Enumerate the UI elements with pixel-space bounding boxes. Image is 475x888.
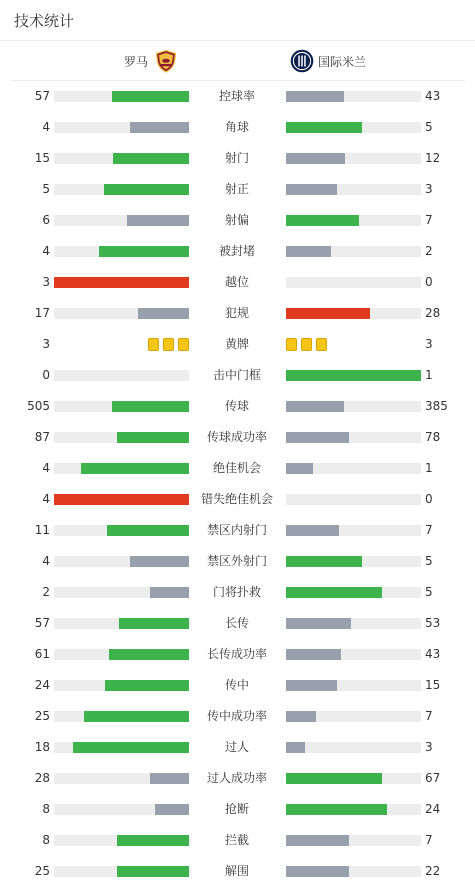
stat-row <box>0 236 475 267</box>
away-value: 7 <box>425 709 433 723</box>
stat-row <box>0 81 475 112</box>
stat-label: 越位 <box>224 275 249 289</box>
home-bar-fill <box>112 91 189 102</box>
stat-row <box>0 608 475 639</box>
away-team[interactable] <box>290 49 366 73</box>
stat-label: 解围 <box>224 864 249 878</box>
home-bar-fill <box>54 277 189 288</box>
away-value: 1 <box>425 461 433 475</box>
away-bar-fill <box>286 773 382 784</box>
home-bar-fill <box>138 308 189 319</box>
stat-label: 传中 <box>224 678 249 692</box>
stat-row <box>0 205 475 236</box>
away-bar-track <box>286 91 421 102</box>
home-bar-track <box>54 587 189 598</box>
stat-label: 击中门框 <box>212 368 261 382</box>
yellow-card-icon <box>301 338 312 351</box>
away-bar-fill <box>286 215 359 226</box>
away-value: 24 <box>425 802 441 816</box>
home-bar-fill <box>54 494 189 505</box>
home-bar-track <box>54 153 189 164</box>
home-bar-track <box>54 246 189 257</box>
stat-label: 控球率 <box>218 89 255 103</box>
away-value: 53 <box>425 616 441 630</box>
away-value: 43 <box>425 89 441 103</box>
away-value: 5 <box>425 554 433 568</box>
home-value: 4 <box>42 492 50 506</box>
home-value: 0 <box>42 368 50 382</box>
home-yellow-cards <box>148 338 189 351</box>
home-bar-fill <box>127 215 189 226</box>
away-value: 5 <box>425 585 433 599</box>
home-value: 2 <box>42 585 50 599</box>
home-bar-track <box>54 649 189 660</box>
home-bar-track <box>54 618 189 629</box>
away-bar-fill <box>286 246 331 257</box>
home-value: 8 <box>42 833 50 847</box>
home-value: 3 <box>42 275 50 289</box>
home-bar-fill <box>130 122 189 133</box>
away-bar-track <box>286 370 421 381</box>
yellow-card-icon <box>178 338 189 351</box>
home-bar-track <box>54 773 189 784</box>
home-value: 25 <box>34 709 50 723</box>
home-team[interactable] <box>124 49 178 73</box>
yellow-card-icon <box>163 338 174 351</box>
home-bar-track <box>54 122 189 133</box>
away-team-name: 国际米兰 <box>318 54 367 69</box>
stat-label: 绝佳机会 <box>212 461 261 475</box>
home-bar-track <box>54 711 189 722</box>
away-value: 385 <box>425 399 448 413</box>
away-bar-fill <box>286 587 382 598</box>
home-value: 24 <box>34 678 50 692</box>
stat-label: 过人 <box>224 740 249 754</box>
away-value: 7 <box>425 523 433 537</box>
stat-label: 过人成功率 <box>206 771 267 785</box>
home-value: 61 <box>34 647 50 661</box>
stat-row <box>0 546 475 577</box>
away-bar-fill <box>286 184 337 195</box>
stat-label: 被封堵 <box>218 244 255 258</box>
home-value: 15 <box>34 151 50 165</box>
home-bar-track <box>54 370 189 381</box>
home-team-name: 罗马 <box>123 54 148 69</box>
stat-label: 传球成功率 <box>206 430 267 444</box>
home-bar-track <box>54 215 189 226</box>
away-bar-track <box>286 525 421 536</box>
home-bar-track <box>54 277 189 288</box>
home-bar-fill <box>109 649 189 660</box>
away-bar-fill <box>286 835 349 846</box>
away-bar-track <box>286 556 421 567</box>
stats-header <box>0 0 475 41</box>
away-bar-fill <box>286 649 341 660</box>
away-value: 67 <box>425 771 441 785</box>
home-bar-track <box>54 184 189 195</box>
stat-row <box>0 422 475 453</box>
away-bar-fill <box>286 122 362 133</box>
inter-milan-crest-icon <box>290 49 314 73</box>
away-bar-track <box>286 153 421 164</box>
away-bar-fill <box>286 680 337 691</box>
home-bar-fill <box>73 742 189 753</box>
stat-label: 门将扑救 <box>212 585 261 599</box>
away-bar-fill <box>286 618 351 629</box>
home-bar-fill <box>117 432 189 443</box>
away-bar-track <box>286 432 421 443</box>
stat-row <box>0 794 475 825</box>
away-value: 3 <box>425 337 433 351</box>
home-value: 28 <box>34 771 50 785</box>
away-bar-track <box>286 773 421 784</box>
away-bar-fill <box>286 711 316 722</box>
stat-row <box>0 143 475 174</box>
stat-row <box>0 112 475 143</box>
stat-label: 拦截 <box>224 833 249 847</box>
home-bar-track <box>54 866 189 877</box>
stat-row <box>0 360 475 391</box>
stat-row <box>0 763 475 794</box>
home-value: 8 <box>42 802 50 816</box>
home-bar-fill <box>130 556 189 567</box>
stat-row <box>0 701 475 732</box>
home-value: 57 <box>34 89 50 103</box>
away-value: 0 <box>425 275 433 289</box>
home-bar-fill <box>117 866 189 877</box>
home-bar-track <box>54 742 189 753</box>
home-bar-fill <box>113 153 189 164</box>
stat-row <box>0 670 475 701</box>
away-value: 0 <box>425 492 433 506</box>
stat-label: 长传 <box>224 616 249 630</box>
home-value: 5 <box>42 182 50 196</box>
away-value: 7 <box>425 213 433 227</box>
away-value: 15 <box>425 678 441 692</box>
home-value: 11 <box>34 523 50 537</box>
stat-label: 射偏 <box>224 213 249 227</box>
home-bar-fill <box>99 246 189 257</box>
away-bar-track <box>286 215 421 226</box>
stats-list <box>0 81 475 887</box>
yellow-card-icon <box>286 338 297 351</box>
away-bar-track <box>286 246 421 257</box>
away-bar-fill <box>286 308 370 319</box>
yellow-card-icon <box>316 338 327 351</box>
stat-row <box>0 732 475 763</box>
away-bar-fill <box>286 401 344 412</box>
away-bar-track <box>286 804 421 815</box>
home-value: 6 <box>42 213 50 227</box>
away-bar-fill <box>286 742 305 753</box>
away-value: 3 <box>425 740 433 754</box>
stat-row <box>0 856 475 887</box>
teams-bar <box>10 41 465 81</box>
home-bar-fill <box>81 463 189 474</box>
away-bar-track <box>286 649 421 660</box>
home-value: 17 <box>34 306 50 320</box>
stat-row <box>0 298 475 329</box>
home-value: 4 <box>42 120 50 134</box>
away-bar-track <box>286 463 421 474</box>
home-bar-track <box>54 680 189 691</box>
stat-label: 角球 <box>224 120 249 134</box>
away-value: 7 <box>425 833 433 847</box>
away-value: 2 <box>425 244 433 258</box>
home-bar-track <box>54 432 189 443</box>
stat-row <box>0 267 475 298</box>
away-bar-track <box>286 866 421 877</box>
home-value: 18 <box>34 740 50 754</box>
home-bar-fill <box>150 587 189 598</box>
away-bar-fill <box>286 463 313 474</box>
away-bar-track <box>286 835 421 846</box>
away-value: 3 <box>425 182 433 196</box>
stat-label: 禁区内射门 <box>206 523 267 537</box>
stat-label: 传球 <box>224 399 249 413</box>
home-bar-fill <box>150 773 189 784</box>
stat-row <box>0 515 475 546</box>
stat-label: 错失绝佳机会 <box>200 492 273 506</box>
home-value: 505 <box>27 399 50 413</box>
away-value: 43 <box>425 647 441 661</box>
home-bar-fill <box>104 184 189 195</box>
stat-label: 黄牌 <box>224 337 249 351</box>
away-value: 78 <box>425 430 441 444</box>
home-bar-track <box>54 463 189 474</box>
stat-row <box>0 484 475 515</box>
stat-label: 犯规 <box>224 306 249 320</box>
away-bar-track <box>286 122 421 133</box>
home-value: 57 <box>34 616 50 630</box>
away-bar-track <box>286 401 421 412</box>
home-bar-track <box>54 91 189 102</box>
away-bar-track <box>286 587 421 598</box>
home-value: 4 <box>42 461 50 475</box>
stat-label: 传中成功率 <box>206 709 267 723</box>
stat-row <box>0 174 475 205</box>
home-bar-fill <box>119 618 189 629</box>
stat-row <box>0 639 475 670</box>
stat-label: 禁区外射门 <box>206 554 267 568</box>
away-value: 28 <box>425 306 441 320</box>
stat-row <box>0 453 475 484</box>
home-bar-track <box>54 804 189 815</box>
away-value: 22 <box>425 864 441 878</box>
stat-label: 抢断 <box>224 802 249 816</box>
away-bar-fill <box>286 370 421 381</box>
home-bar-fill <box>155 804 189 815</box>
yellow-card-icon <box>148 338 159 351</box>
page-title: 技术统计 <box>14 12 75 30</box>
away-bar-track <box>286 711 421 722</box>
stat-row <box>0 329 475 360</box>
home-bar-fill <box>117 835 189 846</box>
home-bar-track <box>54 835 189 846</box>
stat-row <box>0 391 475 422</box>
as-roma-crest-icon <box>154 49 178 73</box>
stat-label: 长传成功率 <box>206 647 267 661</box>
home-bar-fill <box>107 525 189 536</box>
away-bar-fill <box>286 153 345 164</box>
home-bar-track <box>54 494 189 505</box>
away-bar-fill <box>286 525 339 536</box>
stat-row <box>0 577 475 608</box>
home-bar-track <box>54 401 189 412</box>
away-bar-track <box>286 618 421 629</box>
away-bar-track <box>286 742 421 753</box>
home-value: 3 <box>42 337 50 351</box>
stat-label: 射门 <box>224 151 249 165</box>
home-value: 4 <box>42 554 50 568</box>
away-bar-fill <box>286 91 344 102</box>
home-bar-fill <box>84 711 189 722</box>
home-bar-track <box>54 556 189 567</box>
away-bar-track <box>286 184 421 195</box>
away-bar-track <box>286 494 421 505</box>
away-bar-fill <box>286 556 362 567</box>
away-bar-track <box>286 277 421 288</box>
away-value: 1 <box>425 368 433 382</box>
away-bar-track <box>286 680 421 691</box>
home-bar-track <box>54 525 189 536</box>
home-value: 87 <box>34 430 50 444</box>
stat-label: 射正 <box>224 182 249 196</box>
home-value: 4 <box>42 244 50 258</box>
home-bar-track <box>54 308 189 319</box>
away-value: 12 <box>425 151 441 165</box>
away-bar-fill <box>286 804 387 815</box>
away-bar-fill <box>286 432 349 443</box>
away-bar-track <box>286 308 421 319</box>
away-bar-fill <box>286 866 349 877</box>
home-bar-fill <box>105 680 189 691</box>
home-bar-fill <box>112 401 189 412</box>
away-value: 5 <box>425 120 433 134</box>
stat-row <box>0 825 475 856</box>
away-yellow-cards <box>286 338 327 351</box>
home-value: 25 <box>34 864 50 878</box>
